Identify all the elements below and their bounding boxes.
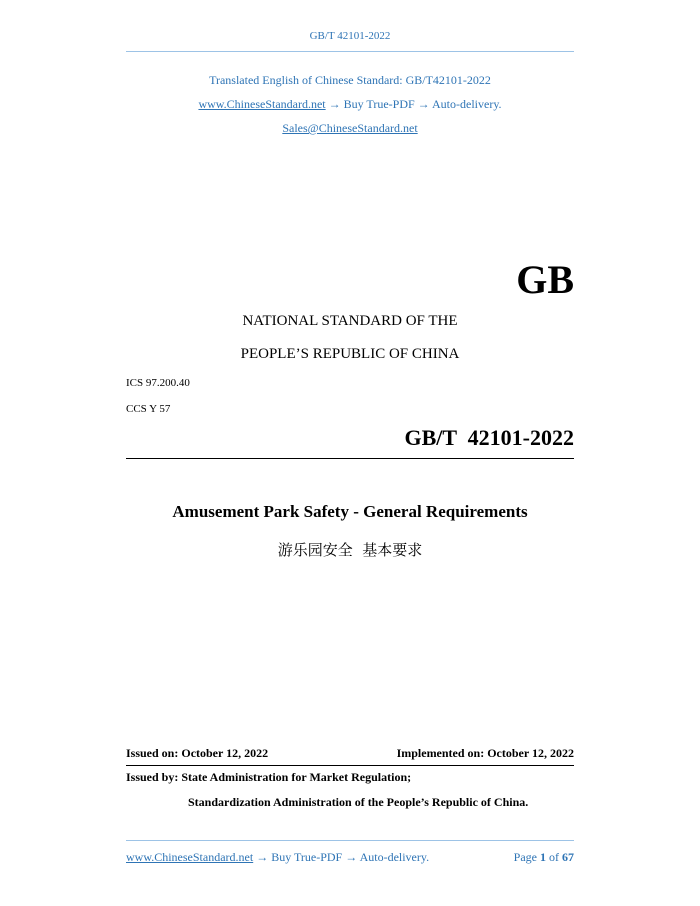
footer-site-link[interactable]: www.ChineseStandard.net (126, 850, 254, 864)
national-standard-line-1: NATIONAL STANDARD OF THE (242, 313, 458, 329)
footer-purchase-text: → Buy True-PDF → Auto-delivery. (253, 850, 430, 864)
footer-purchase-line (126, 850, 429, 865)
promo-email-line (0, 121, 700, 136)
promo-delivery-text: Auto-delivery. (432, 97, 502, 111)
implemented-on-date: Implemented on: October 12, 2022 (396, 746, 574, 760)
standard-number-divider (126, 458, 574, 459)
arrow-icon: → (325, 97, 344, 111)
promo-buy-text: Buy True-PDF (343, 97, 415, 111)
issuance-divider (126, 765, 574, 766)
document-title-chinese: 游乐园安全 基本要求 (277, 541, 423, 559)
promo-email-link[interactable]: Sales@ChineseStandard.net (282, 121, 418, 135)
standard-number: GB/T 42101-2022 (404, 425, 574, 450)
issued-on-date: Issued on: October 12, 2022 (126, 746, 269, 760)
issued-by-line: Issued by: State Administration for Market Regulation; (126, 770, 412, 784)
page-label: Page (513, 850, 537, 864)
promo-purchase-line (0, 97, 700, 112)
page-number (514, 850, 574, 865)
page-total: 67 (562, 850, 574, 864)
header-standard-code: GB/T 42101-2022 (309, 30, 391, 42)
document-title-english: Amusement Park Safety - General Requirements (172, 502, 528, 521)
page-of: of (549, 850, 559, 864)
footer-divider (126, 840, 574, 841)
ccs-code: CCS Y 57 (126, 403, 171, 415)
promo-translation-line: Translated English of Chinese Standard: GB/T42101-2022 (209, 73, 491, 87)
national-standard-line-2: PEOPLE’S REPUBLIC OF CHINA (240, 346, 460, 362)
gb-mark: GB (516, 257, 574, 302)
page-current: 1 (540, 850, 546, 864)
header-divider (126, 51, 574, 52)
arrow-icon: → (414, 97, 433, 111)
ics-code: ICS 97.200.40 (126, 377, 190, 389)
issued-by-line-2: Standardization Administration of the People’s Republic of China. (188, 795, 529, 809)
promo-site-link[interactable]: www.ChineseStandard.net (198, 97, 326, 111)
